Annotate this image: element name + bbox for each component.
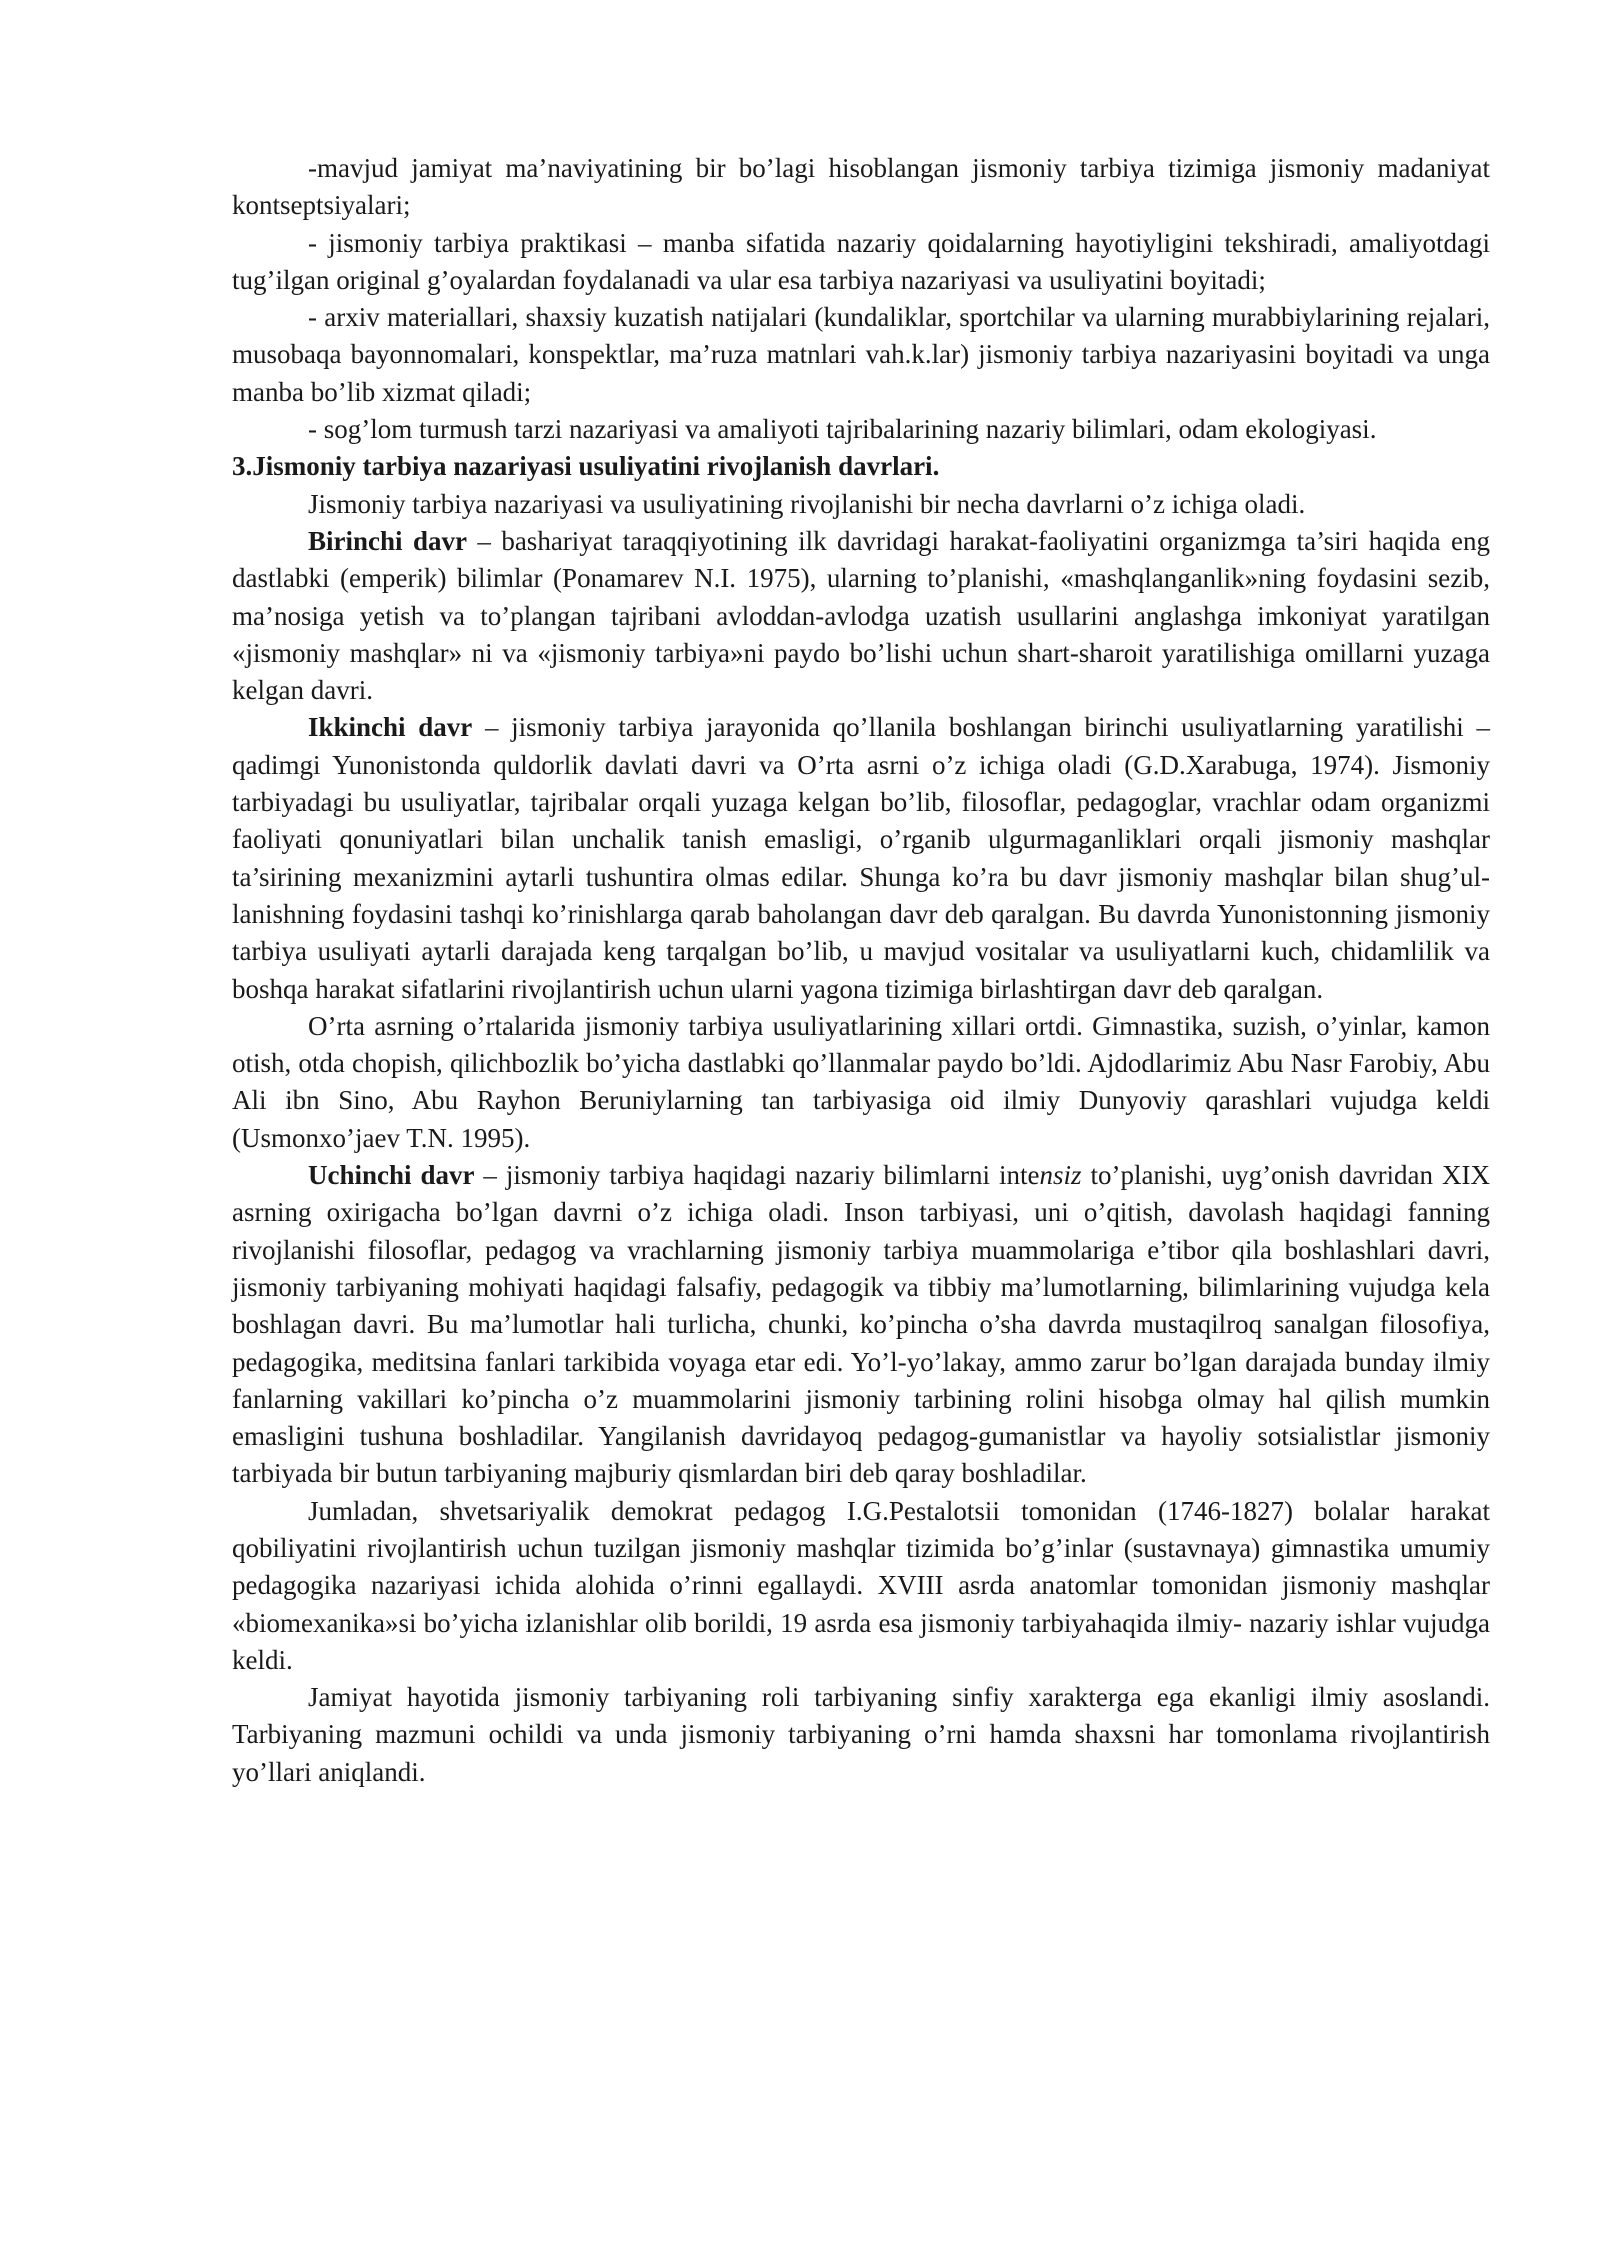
- section-heading: 3.Jismoniy tarbiya nazariyasi usuliyatini rivojlanish davrlari.: [232, 451, 940, 482]
- paragraph-2: - jismoniy tarbiya praktikasi – manba sifatida nazariy qoidalarning hayotiyligini tekshiradi, amaliyotdagi tug’ilgan original g’oyalardan foydalanadi va ular esa tarbiya nazariyasi va usuliyatini boyitadi;: [232, 227, 1490, 295]
- paragraph-second-period: [232, 709, 1490, 1007]
- paragraph-1: -mavjud jamiyat ma’naviyatining bir bo’lagi hisoblangan jismoniy tarbiya tizimiga jismoniy madaniyat kontseptsiyalari;: [232, 153, 1490, 221]
- third-period-term: Uchinchi davr: [308, 1160, 475, 1191]
- document-page: [232, 150, 1490, 1791]
- third-period-text-b: to’planishi, uyg’onish davridan XIX asrning oxirigacha bo’lgan davrni o’z ichiga oladi. Inson tarbiyasi, uni o’qitish, davolash haqidagi fanning rivojlanishi filosoflar, pedagog va vrachlarning jismoniy tarbiya muammolariga e’tibor qila boshlashlari davri, jismoniy tarbiyaning mohiyati haqidagi falsafiy, pedagogik va tibbiy ma’lumotlarning, bilimlarining vujudga kela boshlagan davri. Bu ma’lumotlar hali turlicha, chunki, ko’pincha o’sha davrda mustaqilroq sanalgan filosofiya, pedagogika, meditsina fanlari tarkibida voyaga etar edi. Yo’l-yo’lakay, ammo zarur bo’lgan darajada bunday ilmiy fanlarning vakillari ko’pincha o’z muammolarini jismoniy tarbining rolini hisobga olmay hal qilish mumkin emasligini tushuna boshladilar. Yangilanish davridayoq pedagog-gumanistlar va hayoliy sotsialistlar jismoniy tarbiyada bir butun tarbiyaning majburiy qismlardan biri deb qaray boshladilar.: [232, 1160, 1490, 1489]
- paragraph-10: Jumladan, shvetsariyalik demokrat pedagog I.G.Pestalotsii tomonidan (1746-1827) bolalar harakat qobiliyatini rivojlantirish uchun tuzilgan jismoniy mashqlar tizimida bo’g’inlar (sustavnaya) gimnastika umumiy pedagogika nazariyasi ichida alohida o’rinni egallaydi. XVIII asrda anatomlar tomonidan jismoniy mashqlar «biomexanika»si bo’yicha izlanishlar olib borildi, 19 asrda esa jismoniy tarbiyahaqida ilmiy- nazariy ishlar vujudga keldi.: [232, 1495, 1490, 1675]
- paragraph-third-period: [232, 1157, 1490, 1493]
- first-period-term: Birinchi davr: [308, 525, 467, 556]
- second-period-term: Ikkinchi davr: [308, 712, 473, 743]
- paragraph-5: Jismoniy tarbiya nazariyasi va usuliyatining rivojlanishi bir necha davrlarni o’z ichiga oladi.: [308, 488, 1306, 519]
- paragraph-first-period: [232, 523, 1490, 709]
- paragraph-8: O’rta asrning o’rtalarida jismoniy tarbiya usuliyatlarining xillari ortdi. Gimnastika, suzish, o’yinlar, kamon otish, otda chopish, qilichbozlik bo’yicha dastlabki qo’llanmalar paydo bo’ldi. Ajdodlarimiz Abu Nasr Farobiy, Abu Ali ibn Sino, Abu Rayhon Beruniylarning tan tarbiyasiga oid ilmiy Dunyoviy qarashlari vujudga keldi (Usmonxo’jaev T.N. 1995).: [232, 1010, 1490, 1153]
- paragraph-11: Jamiyat hayotida jismoniy tarbiyaning roli tarbiyaning sinfiy xarakterga ega ekanligi ilmiy asoslandi. Tarbiyaning mazmuni ochildi va unda jismoniy tarbiyaning o’rni hamda shaxsni har tomonlama rivojlantirish yo’llari aniqlandi.: [232, 1682, 1490, 1787]
- third-period-text-a: – jismoniy tarbiya haqidagi nazariy bilimlarni inte: [474, 1160, 1040, 1191]
- second-period-text: – jismoniy tarbiya jarayonida qo’llanila boshlangan birinchi usuliyatlarning yaratilishi – qadimgi Yunonistonda quldorlik davlati davri va O’rta asrni o’z ichiga oladi (G.D.Xarabuga, 1974). Jismoniy tarbiyadagi bu usuliyatlar, tajribalar orqali yuzaga kelgan bo’lib, filosoflar, pedagoglar, vrachlar odam organizmi faoliyati qonuniyatlari bilan unchalik tanish emasligi, o’rganib ulgurmaganliklari orqali jismoniy mashqlar ta’sirining mexanizmini aytarli tushuntira olmas edilar. Shunga ko’ra bu davr jismoniy mashqlar bilan shug’ul-lanishning foydasini tashqi ko’rinishlarga qarab baholangan davr deb qaralgan. Bu davrda Yunonistonning jismoniy tarbiya usuliyati aytarli darajada keng tarqalgan bo’lib, u mavjud vositalar va usuliyatlarni kuch, chidamlilik va boshqa harakat sifatlarini rivojlantirish uchun ularni yagona tizimiga birlashtirgan davr deb qaralgan.: [232, 712, 1491, 1004]
- third-period-italic: nsiz: [1039, 1160, 1082, 1191]
- paragraph-3: - arxiv materiallari, shaxsiy kuzatish natijalari (kundaliklar, sportchilar va ularning murabbiylarining rejalari, musobaqa bayonnomalari, konspektlar, ma’ruza matnlari vah.k.lar) jismoniy tarbiya nazariyasini boyitadi va unga manba bo’lib xizmat qiladi;: [232, 302, 1490, 407]
- first-period-text: – bashariyat taraqqiyotining ilk davridagi harakat-faoliyatini organizmga ta’siri haqida eng dastlabki (emperik) bilimlar (Ponamarev N.I. 1975), ularning to’planishi, «mashqlanganlik»ning foydasini sezib, ma’nosiga yetish va to’plangan tajribani avloddan-avlodga uzatish usullarini anglashga imkoniyat yaratilgan «jismoniy mashqlar» ni va «jismoniy tarbiya»ni paydo bo’lishi uchun shart-sharoit yaratilishiga omillarni yuzaga kelgan davri.: [232, 525, 1490, 706]
- paragraph-4: - sog’lom turmush tarzi nazariyasi va amaliyoti tajribalarining nazariy bilimlari, odam ekologiyasi.: [308, 414, 1377, 445]
